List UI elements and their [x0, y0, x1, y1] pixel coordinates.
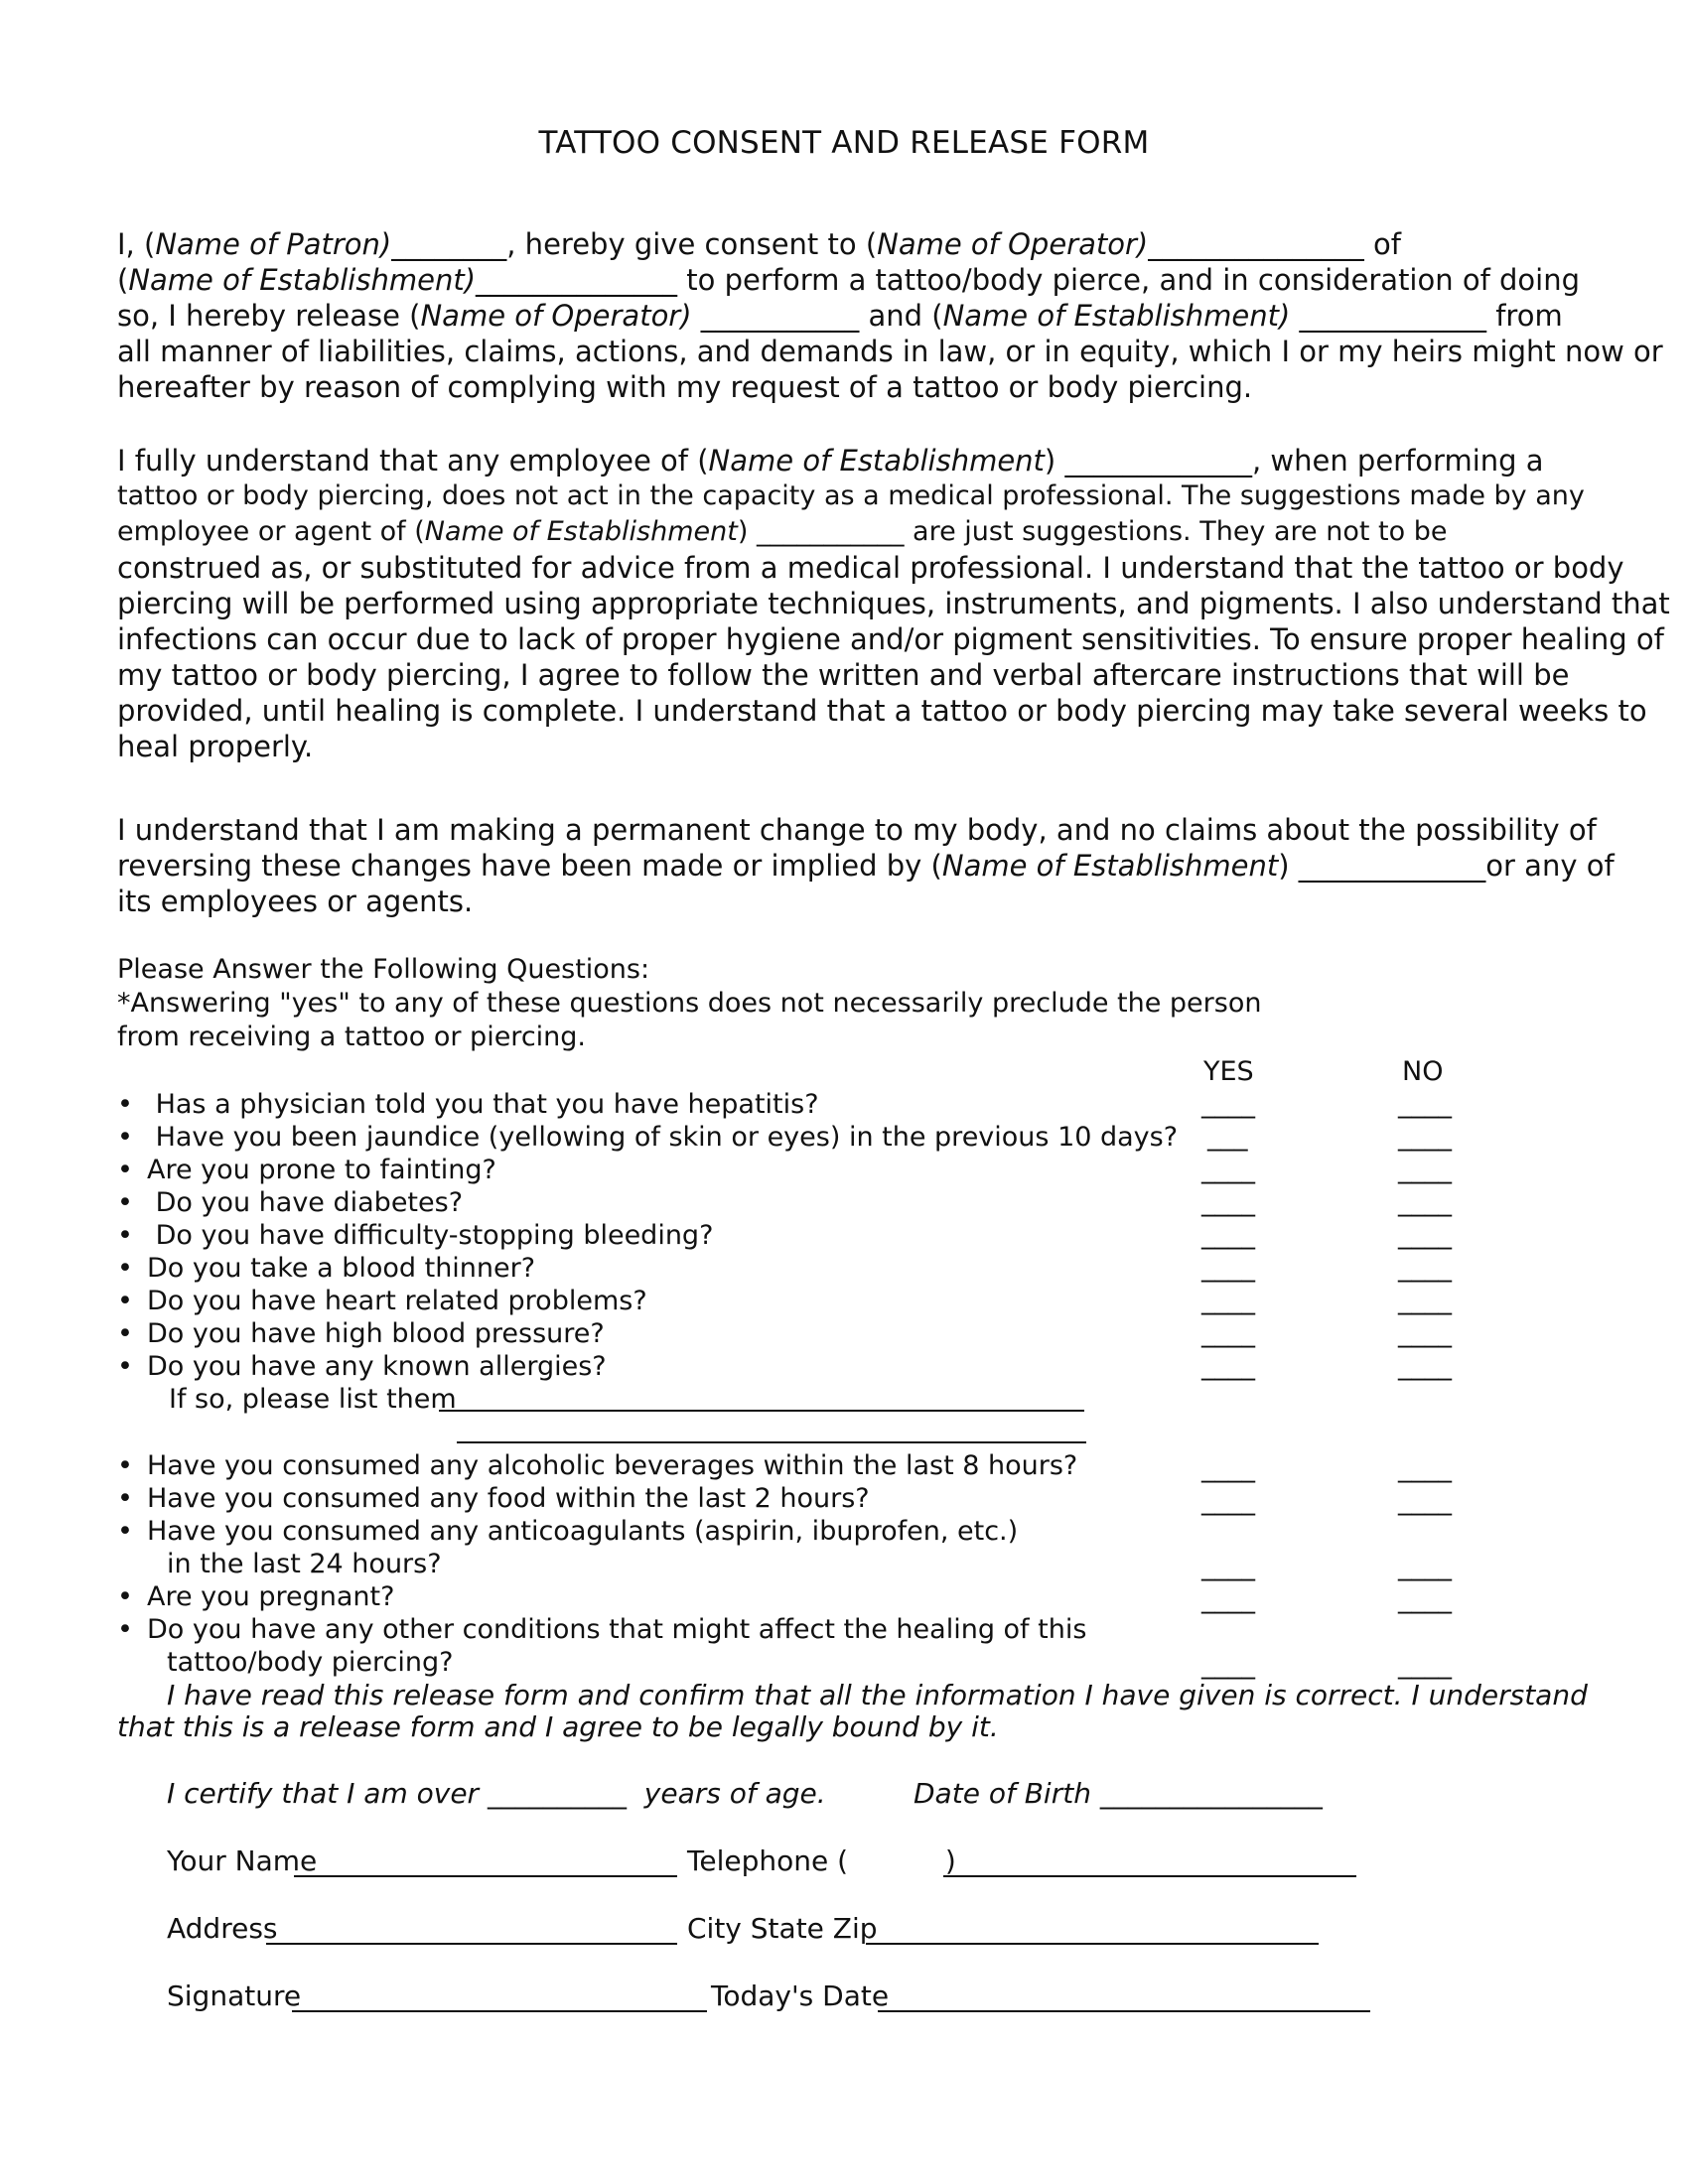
permanence-paragraph	[117, 812, 1615, 919]
question-hepatitis: • Has a physician told you that you have hepatitis?	[117, 1089, 819, 1120]
question-alcohol: • Have you consumed any alcoholic beverages within the last 8 hours?	[117, 1450, 1078, 1481]
yes-answer-blank[interactable]: ____	[1201, 1285, 1255, 1315]
yes-answer-blank[interactable]: ____	[1201, 1252, 1255, 1283]
city-state-zip-line[interactable]	[866, 1943, 1319, 1945]
form-title: TATTOO CONSENT AND RELEASE FORM	[538, 125, 1150, 161]
questions-header	[117, 953, 1261, 1054]
address-line[interactable]	[266, 1943, 677, 1945]
yes-answer-blank[interactable]: ____	[1201, 1649, 1255, 1680]
establishment-name-placeholder: Name of Establishment	[941, 849, 1279, 883]
city-state-zip-label: City State Zip	[687, 1912, 878, 1945]
no-answer-blank[interactable]: ____	[1398, 1551, 1452, 1581]
question-blood-pressure: • Do you have high blood pressure?	[117, 1318, 605, 1349]
medical-line-8: provided, until healing is complete. I understand that a tattoo or body piercing may take several weeks to	[117, 694, 1647, 728]
no-answer-blank[interactable]: ____	[1398, 1350, 1452, 1381]
telephone-label: Telephone ( )	[687, 1844, 956, 1877]
yes-answer-blank[interactable]: ____	[1201, 1088, 1255, 1119]
question-heart: • Do you have heart related problems?	[117, 1286, 647, 1316]
date-of-birth-field[interactable]: Date of Birth ________________	[914, 1777, 1323, 1810]
no-answer-blank[interactable]: ____	[1398, 1452, 1452, 1483]
medical-paragraph	[117, 443, 1670, 764]
allergies-list-line-2[interactable]	[457, 1441, 1086, 1443]
operator-name-placeholder: Name of Operator)	[420, 299, 692, 333]
your-name-line[interactable]	[294, 1875, 677, 1877]
your-name-label: Your Name	[167, 1844, 318, 1877]
yes-answer-blank[interactable]: ____	[1201, 1186, 1255, 1217]
permanence-line-3: its employees or agents.	[117, 885, 474, 918]
permanence-line-1: I understand that I am making a permanent change to my body, and no claims about the possibility of	[117, 813, 1597, 847]
yes-answer-blank[interactable]: ____	[1201, 1350, 1255, 1381]
no-answer-blank[interactable]: ____	[1398, 1219, 1452, 1250]
questions-note-line-2: from receiving a tattoo or piercing.	[117, 1022, 586, 1052]
address-label: Address	[167, 1912, 278, 1945]
yes-answer-blank[interactable]: ___	[1207, 1121, 1248, 1152]
establishment-name-placeholder: Name of Establishment	[424, 516, 738, 547]
release-line-1: I, (Name of Patron)________, hereby give consent to (Name of Operator)_______________ of	[117, 227, 1401, 261]
no-answer-blank[interactable]: ____	[1398, 1583, 1452, 1614]
establishment-name-placeholder: Name of Establishment)	[942, 299, 1291, 333]
medical-line-2: tattoo or body piercing, does not act in the capacity as a medical professional. The suggestions made by any	[117, 480, 1585, 511]
medical-line-9: heal properly.	[117, 730, 314, 763]
telephone-line[interactable]	[943, 1875, 1356, 1877]
todays-date-label: Today's Date	[711, 1979, 890, 2012]
no-column-header: NO	[1402, 1056, 1444, 1087]
signature-label: Signature	[167, 1979, 302, 2012]
yes-answer-blank[interactable]: ____	[1201, 1219, 1255, 1250]
yes-answer-blank[interactable]: ____	[1201, 1154, 1255, 1184]
permanence-line-2: reversing these changes have been made or implied by (Name of Establishment) _____________or any of	[117, 849, 1615, 883]
medical-line-3: employee or agent of (Name of Establishment) ___________ are just suggestions. They are not to be	[117, 516, 1448, 547]
question-other-conditions-cont: tattoo/body piercing?	[167, 1647, 454, 1678]
age-certification[interactable]: I certify that I am over __________ years of age.	[167, 1777, 826, 1810]
question-jaundice: • Have you been jaundice (yellowing of skin or eyes) in the previous 10 days?	[117, 1122, 1179, 1153]
yes-answer-blank[interactable]: ____	[1201, 1485, 1255, 1516]
no-answer-blank[interactable]: ____	[1398, 1154, 1452, 1184]
question-fainting: • Are you prone to fainting?	[117, 1155, 496, 1185]
establishment-name-placeholder: Name of Establishment)	[128, 263, 477, 297]
no-answer-blank[interactable]: ____	[1398, 1252, 1452, 1283]
question-diabetes: • Do you have diabetes?	[117, 1187, 464, 1218]
medical-line-5: piercing will be performed using appropriate techniques, instruments, and pigments. I also understand that	[117, 587, 1670, 620]
closing-line-1: I have read this release form and confirm that all the information I have given is correct. I understand	[167, 1679, 1588, 1711]
release-line-4: all manner of liabilities, claims, actions, and demands in law, or in equity, which I or my heirs might now or	[117, 335, 1663, 368]
no-answer-blank[interactable]: ____	[1398, 1121, 1452, 1152]
question-pregnant: • Are you pregnant?	[117, 1581, 395, 1612]
signature-line[interactable]	[292, 2010, 707, 2012]
todays-date-line[interactable]	[878, 2010, 1370, 2012]
question-allergies: • Do you have any known allergies?	[117, 1351, 607, 1382]
question-anticoagulants: • Have you consumed any anticoagulants (aspirin, ibuprofen, etc.)	[117, 1516, 1019, 1547]
allergies-list-label: If so, please list them	[169, 1384, 457, 1415]
question-food: • Have you consumed any food within the last 2 hours?	[117, 1483, 870, 1514]
question-blood-thinner: • Do you take a blood thinner?	[117, 1253, 536, 1284]
questions-note-line-1: *Answering "yes" to any of these questions does not necessarily preclude the person	[117, 988, 1262, 1019]
release-line-2: (Name of Establishment)______________ to perform a tattoo/body pierce, and in consideration of doing	[117, 263, 1580, 297]
yes-answer-blank[interactable]: ____	[1201, 1583, 1255, 1614]
yes-answer-blank[interactable]: ____	[1201, 1551, 1255, 1581]
release-line-5: hereafter by reason of complying with my request of a tattoo or body piercing.	[117, 370, 1253, 404]
release-paragraph	[117, 226, 1663, 405]
establishment-name-placeholder: Name of Establishment	[708, 444, 1045, 478]
no-answer-blank[interactable]: ____	[1398, 1485, 1452, 1516]
no-answer-blank[interactable]: ____	[1398, 1317, 1452, 1348]
no-answer-blank[interactable]: ____	[1398, 1088, 1452, 1119]
release-line-3: so, I hereby release (Name of Operator) ___________ and (Name of Establishment) _____________ from	[117, 299, 1563, 333]
question-anticoagulants-cont: in the last 24 hours?	[167, 1549, 442, 1579]
closing-statement	[117, 1679, 1588, 1743]
medical-line-1: I fully understand that any employee of (Name of Establishment) _____________, when performing a	[117, 444, 1544, 478]
medical-line-6: infections can occur due to lack of proper hygiene and/or pigment sensitivities. To ensure proper healing of	[117, 622, 1664, 656]
no-answer-blank[interactable]: ____	[1398, 1649, 1452, 1680]
question-bleeding: • Do you have difficulty-stopping bleeding?	[117, 1220, 714, 1251]
allergies-list-line-1[interactable]	[439, 1410, 1084, 1412]
yes-column-header: YES	[1203, 1056, 1254, 1087]
questions-heading: Please Answer the Following Questions:	[117, 954, 650, 985]
medical-line-7: my tattoo or body piercing, I agree to follow the written and verbal aftercare instructions that will be	[117, 658, 1570, 692]
no-answer-blank[interactable]: ____	[1398, 1186, 1452, 1217]
yes-answer-blank[interactable]: ____	[1201, 1317, 1255, 1348]
closing-line-2: that this is a release form and I agree to be legally bound by it.	[117, 1710, 999, 1743]
operator-name-placeholder: Name of Operator)	[877, 227, 1149, 261]
patron-name-placeholder: Name of Patron)	[155, 227, 392, 261]
question-other-conditions: • Do you have any other conditions that might affect the healing of this	[117, 1614, 1087, 1645]
yes-answer-blank[interactable]: ____	[1201, 1452, 1255, 1483]
medical-line-4: construed as, or substituted for advice from a medical professional. I understand that the tattoo or body	[117, 551, 1624, 585]
no-answer-blank[interactable]: ____	[1398, 1285, 1452, 1315]
